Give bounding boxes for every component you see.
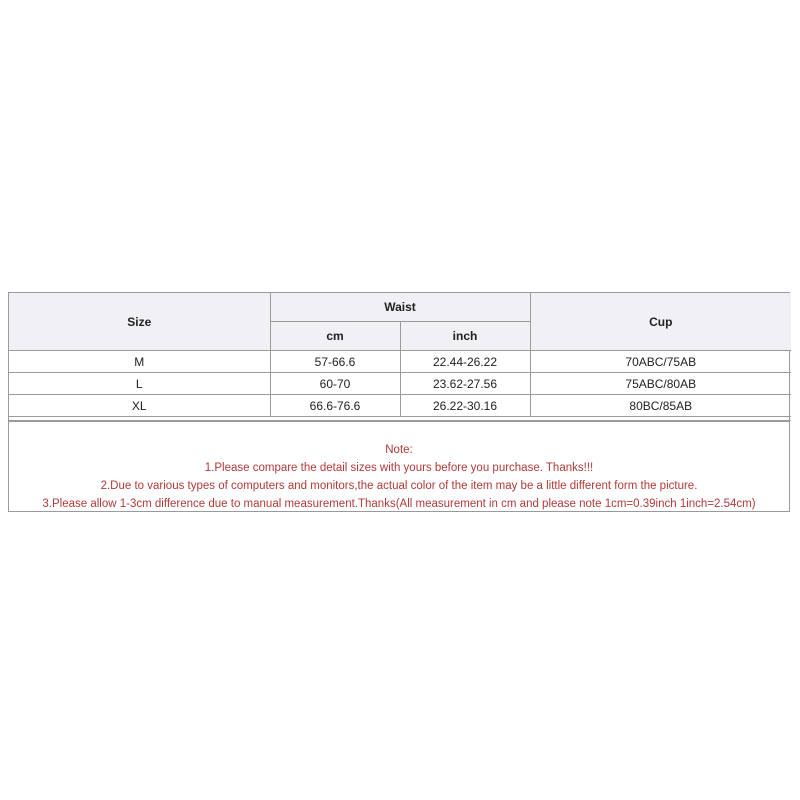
- cell-cm: 57-66.6: [270, 351, 400, 373]
- note-line-1: 1.Please compare the detail sizes with yours before you purchase. Thanks!!!: [204, 462, 594, 474]
- notes-title: Note:: [385, 444, 413, 456]
- note-line-3: 3.Please allow 1-3cm difference due to manual measurement.Thanks(All measurement in cm and please note 1cm=0.39inch 1inch=2.54cm): [42, 498, 756, 510]
- cell-inch: 23.62-27.56: [400, 373, 530, 395]
- header-inch: inch: [400, 322, 530, 351]
- size-table: [9, 293, 791, 421]
- notes-section: [9, 421, 789, 511]
- cell-cup: 70ABC/75AB: [530, 351, 791, 373]
- table-spacer: [9, 417, 791, 421]
- cell-cm: 60-70: [270, 373, 400, 395]
- cell-size: XL: [9, 395, 270, 417]
- cell-size: M: [9, 351, 270, 373]
- header-cup: Cup: [530, 293, 791, 351]
- header-cm: cm: [270, 322, 400, 351]
- cell-inch: 22.44-26.22: [400, 351, 530, 373]
- cell-cup: 80BC/85AB: [530, 395, 791, 417]
- header-size: Size: [9, 293, 270, 351]
- table-row: [9, 351, 791, 373]
- cell-cup: 75ABC/80AB: [530, 373, 791, 395]
- table-row: [9, 373, 791, 395]
- table-row: [9, 395, 791, 417]
- cell-inch: 26.22-30.16: [400, 395, 530, 417]
- size-chart: [8, 292, 790, 512]
- cell-cm: 66.6-76.6: [270, 395, 400, 417]
- cell-size: L: [9, 373, 270, 395]
- header-waist: Waist: [270, 293, 530, 322]
- note-line-2: 2.Due to various types of computers and monitors,the actual color of the item may be a little different form the picture.: [100, 480, 698, 492]
